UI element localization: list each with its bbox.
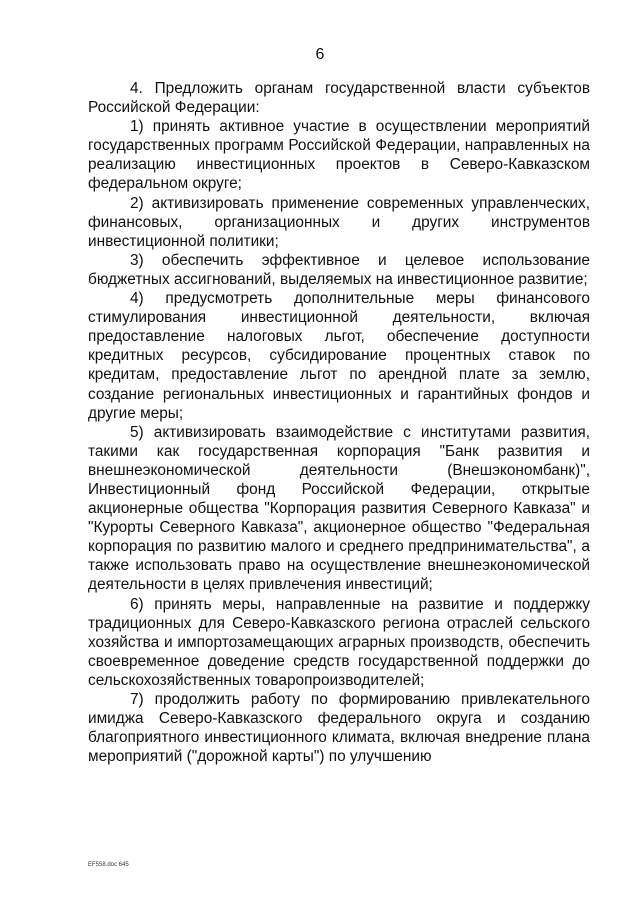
paragraph-4-4: 4) предусмотреть дополнительные меры финансового стимулирования инвестиционной деятельности, включая предоставление налоговых льгот, обеспечение доступности кредитных ресурсов, субсидирование процентных ставок по кредитам, предоставление льгот по арендной плате за землю, создание региональных инвестиционных и гарантийных фондов и другие меры; [88,290,590,422]
document-body [88,79,590,766]
paragraph-4-5: 5) активизировать взаимодействие с институтами развития, такими как государственная корпорация "Банк развития и внешнеэкономической деятельности (Внешэкономбанк)", Инвестиционный фонд Российской Федерации, открытые акционерные общества "Корпорация развития Северного Кавказа" и "Курорты Северного Кавказа", акционерное общество "Федеральная корпорация по развитию малого и среднего предпринимательства", а также использовать право на осуществление внешнеэкономической деятельности в целях привлечения инвестиций; [88,423,590,594]
paragraph-4-6: 6) принять меры, направленные на развитие и поддержку традиционных для Северо-Кавказского региона отраслей сельского хозяйства и импортозамещающих аграрных производств, обеспечить своевременное доведение средств государственной поддержки до сельскохозяйственных товаропроизводителей; [88,595,590,689]
page-number: 6 [315,46,325,63]
paragraph-4: 4. Предложить органам государственной власти субъектов Российской Федерации: [88,80,590,117]
paragraph-4-1: 1) принять активное участие в осуществлении мероприятий государственных программ Российской Федерации, направленных на реализацию инвестиционных проектов в Северо-Кавказском федеральном округе; [88,118,590,193]
paragraph-4-3: 3) обеспечить эффективное и целевое использование бюджетных ассигнований, выделяемых на инвестиционное развитие; [88,251,590,288]
footer-file-code: EF558.doc 645 [88,862,129,868]
paragraph-4-2: 2) активизировать применение современных управленческих, финансовых, организационных и других инструментов инвестиционной политики; [88,194,590,250]
paragraph-4-7: 7) продолжить работу по формированию привлекательного имиджа Северо-Кавказского федерального округа и созданию благоприятного инвестиционного климата, включая внедрение плана мероприятий ("дорожной карты") по улучшению [88,691,590,766]
